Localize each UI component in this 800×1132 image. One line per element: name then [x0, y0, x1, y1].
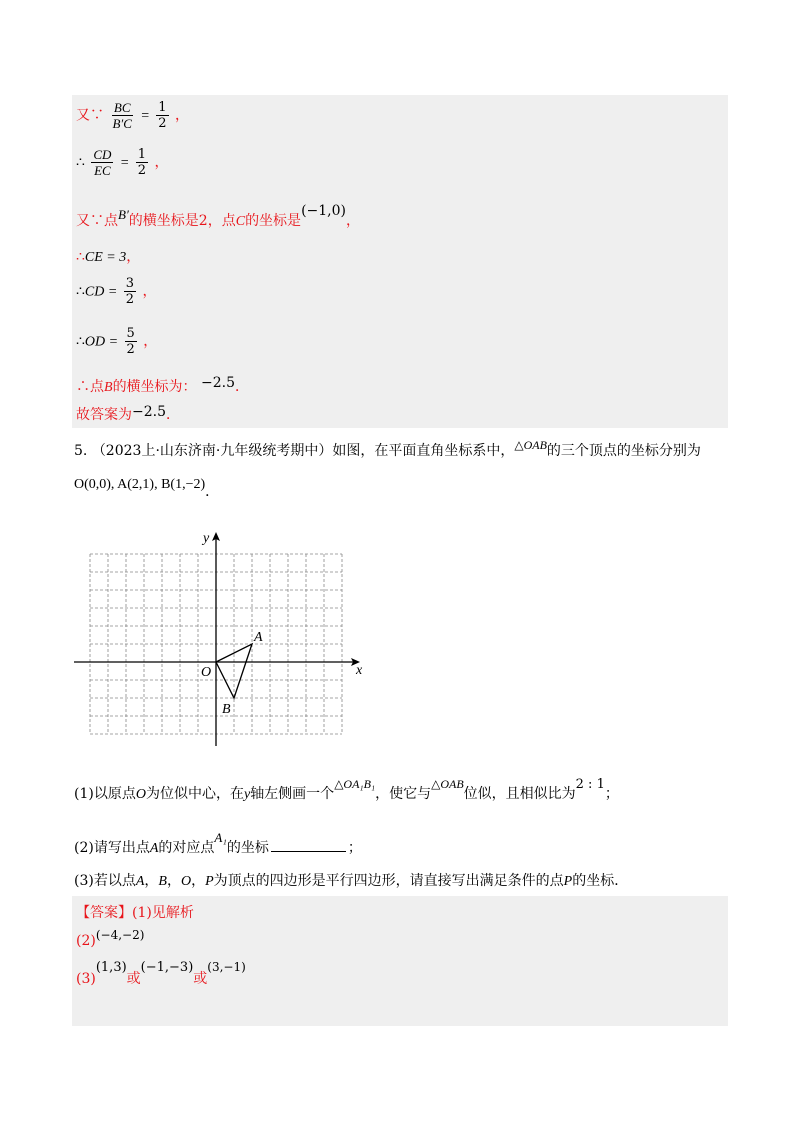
question-part-1: (1)以原点O为位似中心，在y轴左侧画一个△OA₁B₁，使它与△OAB位似，且相似比为2 : 1； — [74, 777, 619, 802]
point-a-label: A — [254, 630, 263, 645]
solution-line-4: ∴CE = 3， — [76, 249, 141, 265]
question-part-3: (3)若以点A，B，O，P为顶点的四边形是平行四边形，请直接写出满足条件的点P的坐标． — [74, 873, 629, 889]
solution-line-2: ∴ $\frac{CD}{EC}$ = $\frac{1}{2}$ ， — [76, 147, 169, 178]
question-part-2: (2)请写出点A的对应点A₁的坐标 ； — [74, 830, 362, 856]
point-b-label: B — [222, 702, 231, 717]
solution-line-8: 故答案为−2.5． — [76, 404, 180, 423]
answer-line-1: 【答案】(1)见解析 — [76, 905, 194, 921]
solution-line-1: 又∵ $\frac{BC}{B'C}$ = $\frac{1}{2}$ ， — [76, 100, 190, 131]
origin-label: O — [201, 665, 212, 680]
answer-line-2: (2)(−4,−2) — [76, 928, 145, 949]
y-axis-label: y — [203, 531, 210, 546]
solution-line-5: ∴CD = $\frac{3}{2}$ ， — [76, 276, 157, 307]
solution-line-6: ∴OD = $\frac{5}{2}$ ， — [76, 326, 158, 357]
solution-line-3: 又∵点B′的横坐标是2，点C的坐标是(−1,0)， — [76, 203, 360, 229]
answer-blank[interactable] — [271, 839, 346, 852]
question-coords: O(0,0), A(2,1), B(1,−2)． — [74, 477, 220, 500]
coordinate-graph — [72, 528, 372, 750]
answer-line-3: (3)(1,3)或(−1,−3)或(3,−1) — [76, 960, 246, 987]
solution-line-7: ∴点B的横坐标为： −2.5． — [76, 375, 250, 395]
question-header: 5. （2023上·山东济南·九年级统考期中）如图，在平面直角坐标系中，△OAB的三个顶点的坐标分别为 — [74, 438, 701, 459]
x-axis-label: x — [356, 663, 363, 678]
